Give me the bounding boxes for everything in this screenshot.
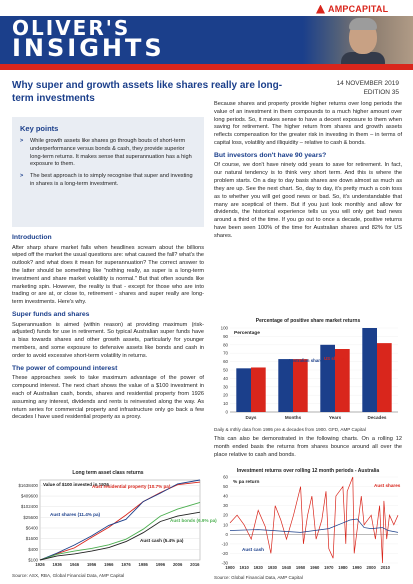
bar — [362, 328, 377, 412]
key-point-item — [20, 138, 196, 169]
bar — [293, 359, 308, 412]
section-heading-90-years: But investors don't have 90 years? — [214, 151, 327, 159]
y-tick-label: $400 — [28, 546, 38, 552]
intro-paragraph: After sharp share market falls when headlines scream about the billions wiped off the market the usual questions are: what caused the fall? what's the outlook? and what does it mean for superannuation? The correct answer to the latter should be something like "nothing really, as super is a long-term investment and share market volatility is normal." But that often sounds like marketing spin. However, the reality is that - except for those who are into trading or are at, or close to, retirement - shares and super really are long-term investments. Here's why. — [12, 244, 204, 306]
y-tick-label: 30 — [223, 384, 228, 390]
category-label: Years — [328, 415, 342, 420]
issue-edition: EDITION 35 — [363, 88, 399, 96]
super-paragraph: Superannuation is aimed (within reason) at providing maximum (risk-adjusted) funds for use in retirement. So typical Australian super funds have a bias towards shares and other growth assets, particularly for younger members, and some exposure to defensive assets like bonds and cash in order to avoid excessive short-term volatility in returns. — [12, 321, 204, 359]
x-tick-label: 1940 — [281, 565, 292, 570]
x-tick-label: 1910 — [239, 565, 249, 570]
x-tick-label: 1986 — [138, 562, 148, 567]
article-headline: Why super and growth assets like shares really are long-term investments — [12, 80, 283, 104]
series-label: Aust shares — [374, 483, 401, 488]
issue-date: 14 NOVEMBER 2019 — [336, 80, 399, 87]
section-heading-compound: The power of compound interest — [12, 364, 118, 372]
chart1-title: Long term asset class returns — [72, 470, 144, 476]
y-tick-label: $409600 — [20, 493, 38, 499]
masthead-banner — [0, 16, 413, 70]
x-tick-label: 2000 — [366, 565, 376, 570]
y-tick-label: 20 — [223, 512, 228, 518]
right-column — [214, 101, 402, 244]
bar — [278, 359, 293, 412]
bar — [236, 368, 251, 412]
x-tick-label: 1930 — [267, 565, 278, 570]
x-tick-label: 1966 — [104, 562, 114, 567]
category-label: Decades — [367, 415, 387, 420]
category-label: Days — [245, 415, 257, 420]
x-tick-label: 1956 — [86, 562, 97, 567]
x-tick-label: 1936 — [52, 562, 62, 567]
left-column — [12, 230, 204, 425]
masthead-line1: OLIVER'S — [12, 16, 131, 40]
y-tick-label: $100 — [28, 557, 38, 563]
right-paragraph-3: This can also be demonstrated in the following charts. On a rolling 12 month ended basis the returns from shares bounce around all over the place relative to cash and bonds. — [214, 436, 402, 458]
y-tick-label: 60 — [223, 474, 228, 480]
chart3-source: Source: Global Financial Data, AMP Capital — [214, 575, 303, 580]
y-tick-label: 40 — [223, 375, 228, 381]
right-column-continued — [214, 436, 402, 462]
compound-paragraph: These approaches seek to take maximum advantage of the power of compound interest. The next chart shows the value of a $100 investment in each of Australian cash, bonds, shares and residential property from 1926 assuming any interest, dividends and rents is reinvested along the way. As return series for commercial property and infrastructure only go back a few decades I have used residential property as a proxy. — [12, 375, 204, 421]
positive-returns-chart — [212, 324, 402, 424]
y-tick-label: 20 — [223, 392, 228, 398]
issue-info — [336, 80, 399, 98]
key-points-box — [12, 117, 204, 227]
y-tick-label: 50 — [223, 367, 228, 373]
y-tick-label: -10 — [221, 541, 228, 547]
y-tick-label: 80 — [223, 342, 228, 348]
bar — [320, 345, 335, 412]
y-tick-label: -20 — [221, 550, 228, 556]
y-tick-label: 10 — [223, 522, 228, 528]
author-photo — [303, 16, 413, 64]
key-point-text: The best approach is to simply recognise that super and investing in shares is a long-term investment. — [30, 173, 193, 188]
y-tick-label: 10 — [223, 401, 228, 407]
key-points-title: Key points — [20, 124, 59, 133]
x-tick-label: 1946 — [69, 562, 80, 567]
x-tick-label: 1990 — [352, 565, 362, 570]
amp-capital-logo — [316, 4, 388, 14]
legend-note: Value of $100 invested in 1926 — [43, 482, 109, 487]
y-tick-label: $1600 — [25, 536, 38, 542]
x-tick-label: 1920 — [253, 565, 263, 570]
y-axis-label: % pa return — [233, 480, 260, 485]
x-tick-label: 1926 — [35, 562, 45, 567]
series-label: Aust cash — [242, 547, 264, 552]
chart2-source: Daily & mthly data from 1995 pre & decades from 1900. GFD, AMP Capital — [214, 427, 366, 432]
key-point-item — [20, 173, 196, 189]
y-tick-label: $6400 — [25, 525, 38, 531]
series-label: Aust shares (11.4% pa) — [50, 512, 101, 517]
right-paragraph-1: Because shares and property provide higher returns over long periods the value of an investment in them compounds to a much higher amount over long periods. So, it makes sense to have a decent exposure to them when saving for retirement. The higher return from shares and growth assets reflects compensation for the greater risk in investing in them – in terms of capital loss, volatility and illiquidity – relative to cash & bonds. — [214, 101, 402, 147]
chart3-title: Investment returns over rolling 12 month periods - Australia — [236, 468, 380, 474]
bar — [251, 367, 266, 412]
x-tick-label: 2006 — [172, 562, 183, 567]
x-tick-label: 1950 — [295, 565, 306, 570]
series-label: US shares — [324, 356, 346, 361]
y-tick-label: 60 — [223, 359, 228, 365]
series-label: Aust cash (5.4% pa) — [140, 538, 184, 543]
amp-logo-icon — [316, 5, 325, 14]
series-label: Aust bonds (6.9% pa) — [170, 518, 217, 523]
category-label: Months — [284, 415, 302, 420]
x-tick-label: 1960 — [310, 565, 320, 570]
chart2-title: Percentage of positive share market returns — [255, 318, 361, 324]
masthead-line2: INSIGHTS — [12, 34, 165, 62]
y-axis-label: Percentage — [234, 331, 260, 336]
y-tick-label: $102400 — [20, 504, 38, 510]
x-tick-label: 1900 — [225, 565, 235, 570]
y-tick-label: 0 — [225, 531, 228, 537]
series-label: Australian shares — [288, 358, 325, 363]
y-tick-label: $25600 — [23, 514, 38, 520]
right-paragraph-2: Of course, we don't have ninety odd years to save for retirement. In fact, our natural tendency is to think very short term. And this is where the problem starts. On a day to day basis shares are down almost as much as they are up. See the next chart. So, day to day, it's pretty much a coin toss as to whether you will get good news or bad. So, it's understandable that many are sceptical of them. But if you just look monthly and allow for dividends, the historical experience tells us you will only get bad news around a third of the time. If you go out to once a decade, positive returns have been seen 100% of the time for Australian shares and 82% for US shares. — [214, 162, 402, 239]
x-tick-label: 2016 — [190, 562, 200, 567]
section-heading-introduction: Introduction — [12, 234, 52, 241]
masthead-title — [12, 18, 165, 60]
y-tick-label: 90 — [223, 333, 228, 339]
rolling-returns-chart — [212, 473, 402, 573]
x-tick-label: 1996 — [155, 562, 166, 567]
section-heading-super-funds: Super funds and shares — [12, 311, 90, 319]
y-tick-label: 30 — [223, 503, 228, 509]
logo-text: AMPCAPITAL — [328, 4, 389, 14]
bar — [377, 343, 392, 412]
y-tick-label: 70 — [223, 350, 228, 356]
y-tick-label: -30 — [221, 560, 228, 566]
series-label: Aust residential property (10.7% pa) — [92, 484, 171, 489]
chart1-source: Source: ASX, RBA, Global Financial Data, AMP Capital — [12, 573, 125, 578]
x-tick-label: 1970 — [324, 565, 334, 570]
x-tick-label: 1980 — [338, 565, 348, 570]
banner-stripe — [0, 64, 413, 70]
x-tick-label: 2010 — [380, 565, 390, 570]
chevron-right-icon: > — [20, 138, 24, 144]
photo-hair — [349, 18, 377, 30]
y-tick-label: 100 — [220, 325, 228, 331]
chevron-right-icon: > — [20, 173, 24, 180]
y-tick-label: 50 — [223, 484, 228, 490]
y-tick-label: 40 — [223, 493, 228, 499]
key-point-text: While growth assets like shares go through bouts of short-term underperformance versus bonds & cash, they provide superior long-term returns. It makes sense that superannuation has a high exposure to them. — [30, 138, 192, 168]
long-term-returns-chart — [10, 476, 217, 571]
y-tick-label: 0 — [225, 409, 228, 415]
x-tick-label: 1976 — [121, 562, 131, 567]
y-tick-label: $1638400 — [18, 482, 38, 488]
